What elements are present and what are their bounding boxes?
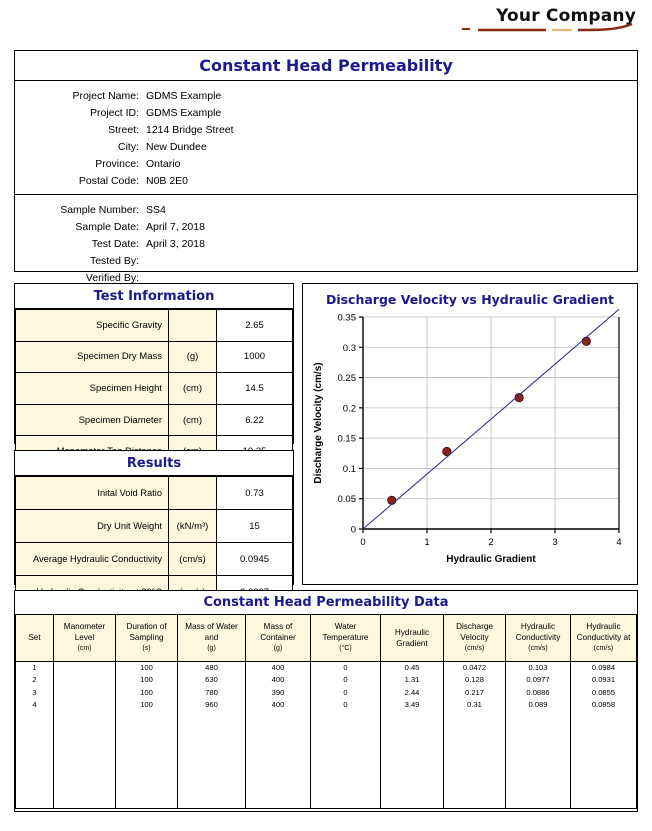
table-cell: 0.0886 — [506, 686, 571, 699]
table-cell: 100 — [116, 661, 178, 674]
x-axis-label: Hydraulic Gradient — [446, 554, 536, 565]
test-information-table — [15, 309, 293, 468]
table-cell: 630 — [178, 674, 246, 687]
col-header-unit: (cm/s) — [528, 645, 548, 653]
col-header-unit: (s) — [142, 645, 151, 653]
table-cell: 400 — [246, 674, 311, 687]
table-cell: 0.0855 — [571, 686, 637, 699]
table-cell: 0 — [311, 661, 381, 674]
table-cell: 400 — [246, 699, 311, 712]
report-header-box — [14, 50, 638, 284]
table-cell: 0.45 — [381, 661, 444, 674]
field-label: Sample Date: — [75, 220, 139, 233]
field-label: Tested By: — [89, 254, 139, 267]
data-table-title: Constant Head Permeability Data — [15, 591, 637, 615]
table-cell: 4 — [16, 699, 54, 712]
table-cell: 100 — [116, 686, 178, 699]
col-header-water-temperature — [311, 615, 381, 661]
row-unit: (cm/s) — [169, 543, 217, 576]
col-header-set — [16, 615, 54, 661]
row-unit — [169, 477, 217, 510]
table-cell: 960 — [178, 699, 246, 712]
row-unit: (cm) — [169, 404, 217, 436]
table-row — [16, 310, 293, 342]
table-cell — [571, 711, 637, 808]
table-cell — [116, 711, 178, 808]
y-tick-label: 0.3 — [342, 342, 356, 354]
table-cell: 2.44 — [381, 686, 444, 699]
results-box — [14, 450, 294, 585]
field-label: Verified By: — [85, 271, 139, 284]
row-label: Specimen Dry Mass — [16, 341, 169, 373]
col-header-mass-of-water-and — [178, 615, 246, 661]
x-tick-label: 1 — [424, 537, 430, 548]
table-row — [16, 686, 637, 699]
y-tick-label: 0.2 — [342, 403, 356, 415]
chart-box — [302, 283, 638, 585]
page-title: Constant Head Permeability — [15, 51, 637, 81]
table-cell — [54, 674, 116, 687]
col-header-unit: (cm) — [77, 645, 92, 653]
table-cell — [54, 711, 116, 808]
table-cell: 400 — [246, 661, 311, 674]
field-label: Street: — [108, 123, 139, 136]
field-value: SS4 — [146, 203, 166, 216]
row-label: Inital Void Ratio — [16, 477, 169, 510]
info-row — [15, 252, 637, 269]
table-cell: 480 — [178, 661, 246, 674]
x-tick-label: 3 — [552, 537, 558, 548]
col-header-name: Hydraulic Gradient — [394, 627, 430, 648]
field-value: April 3, 2018 — [146, 237, 205, 250]
table-cell: 0.31 — [444, 699, 506, 712]
table-cell: 0.217 — [444, 686, 506, 699]
table-cell: 0.0858 — [571, 699, 637, 712]
row-value: 14.5 — [217, 373, 293, 405]
row-value: 2.65 — [217, 310, 293, 342]
table-row — [16, 543, 293, 576]
table-cell: 0.0472 — [444, 661, 506, 674]
table-cell: 0.089 — [506, 699, 571, 712]
table-cell: 0 — [311, 686, 381, 699]
y-tick-label: 0 — [350, 524, 356, 536]
permeability-data-box — [14, 590, 638, 812]
row-label: Dry Unit Weight — [16, 510, 169, 543]
field-value: GDMS Example — [146, 89, 222, 102]
project-info-group — [15, 81, 637, 189]
field-label: Project ID: — [89, 106, 139, 119]
table-row — [16, 373, 293, 405]
col-header-hydraulic-gradient — [381, 615, 444, 661]
col-header-name: Mass of Container — [260, 622, 296, 643]
table-cell — [54, 661, 116, 674]
col-header-mass-of-container — [246, 615, 311, 661]
x-tick-label: 0 — [360, 537, 366, 548]
test-information-box — [14, 283, 294, 444]
y-tick-label: 0.05 — [337, 494, 356, 506]
table-cell: 0 — [311, 699, 381, 712]
table-cell: 100 — [116, 699, 178, 712]
table-cell: 780 — [178, 686, 246, 699]
table-cell: 0 — [311, 674, 381, 687]
results-title: Results — [15, 451, 293, 476]
table-cell: 100 — [116, 674, 178, 687]
table-filler-row — [16, 711, 637, 808]
table-cell — [311, 711, 381, 808]
table-cell: 2 — [16, 674, 54, 687]
info-row — [15, 155, 637, 172]
info-row — [15, 104, 637, 121]
col-header-manometer-level — [54, 615, 116, 661]
field-label: Test Date: — [91, 237, 139, 250]
table-cell: 3.49 — [381, 699, 444, 712]
col-header-duration-of-sampling — [116, 615, 178, 661]
test-information-title: Test Information — [15, 284, 293, 309]
col-header-hydraulic-conductivity — [506, 615, 571, 661]
table-cell: 0.0984 — [571, 661, 637, 674]
table-cell: 1.31 — [381, 674, 444, 687]
info-row — [15, 87, 637, 104]
col-header-name: Duration of Sampling — [126, 622, 167, 643]
row-value: 0.73 — [217, 477, 293, 510]
table-cell — [506, 711, 571, 808]
row-value: 6.22 — [217, 404, 293, 436]
table-row — [16, 404, 293, 436]
info-row — [15, 138, 637, 155]
field-label: Project Name: — [72, 89, 139, 102]
permeability-data-body — [16, 661, 637, 808]
row-unit: (g) — [169, 341, 217, 373]
table-cell: 0.128 — [444, 674, 506, 687]
table-cell — [444, 711, 506, 808]
col-header-unit: (cm/s) — [593, 645, 614, 653]
sample-info-group — [15, 195, 637, 286]
col-header-name: Hydraulic Conductivity at — [576, 622, 631, 643]
row-label: Average Hydraulic Conductivity — [16, 543, 169, 576]
col-header-discharge-velocity — [444, 615, 506, 661]
table-cell — [54, 686, 116, 699]
col-header-unit: (g) — [207, 645, 216, 653]
table-cell: 0.0931 — [571, 674, 637, 687]
x-tick-label: 2 — [488, 537, 494, 548]
x-tick-label: 4 — [616, 537, 622, 548]
col-header-unit: (g) — [273, 645, 283, 653]
table-cell — [54, 699, 116, 712]
table-cell — [381, 711, 444, 808]
chart-title: Discharge Velocity vs Hydraulic Gradient — [325, 292, 615, 307]
table-row — [16, 674, 637, 687]
col-header-unit: (°C) — [339, 645, 352, 653]
y-tick-label: 0.25 — [337, 373, 356, 385]
field-label: Postal Code: — [78, 174, 139, 187]
logo-swoosh-icon — [460, 26, 636, 35]
y-tick-label: 0.1 — [342, 463, 356, 475]
info-row — [15, 235, 637, 252]
table-row — [16, 477, 293, 510]
row-unit — [169, 310, 217, 342]
field-label: Sample Number: — [60, 203, 139, 216]
data-point — [582, 337, 590, 345]
row-unit: (cm) — [169, 373, 217, 405]
y-tick-label: 0.35 — [337, 312, 356, 324]
discharge-velocity-chart — [305, 307, 635, 579]
table-cell — [16, 711, 54, 808]
field-value: GDMS Example — [146, 106, 222, 119]
y-tick-label: 0.15 — [337, 433, 356, 445]
row-value: 0.0945 — [217, 543, 293, 576]
info-row — [15, 218, 637, 235]
row-value: 15 — [217, 510, 293, 543]
table-row — [16, 661, 637, 674]
permeability-data-table — [15, 615, 637, 809]
company-logo — [0, 6, 652, 40]
col-header-name: Discharge Velocity — [456, 622, 493, 643]
table-cell: 0.0977 — [506, 674, 571, 687]
field-value: New Dundee — [146, 140, 207, 153]
col-header-hydraulic-conductivity-at — [571, 615, 637, 661]
row-unit: (kN/m³) — [169, 510, 217, 543]
table-cell: 390 — [246, 686, 311, 699]
col-header-unit: (cm/s) — [464, 645, 485, 653]
col-header-name: Water Temperature — [322, 622, 369, 643]
info-row — [15, 172, 637, 189]
row-label: Specimen Height — [16, 373, 169, 405]
info-row — [15, 121, 637, 138]
field-value: April 7, 2018 — [146, 220, 205, 233]
table-cell — [178, 711, 246, 808]
field-label: City: — [118, 140, 139, 153]
col-header-name: Hydraulic Conductivity — [515, 622, 561, 643]
field-value: Ontario — [146, 157, 181, 170]
table-row — [16, 341, 293, 373]
row-label: Specimen Diameter — [16, 404, 169, 436]
field-value: 1214 Bridge Street — [146, 123, 234, 136]
data-point — [388, 496, 396, 504]
y-axis-label: Discharge Velocity (cm/s) — [313, 362, 324, 484]
col-header-name: Manometer Level — [63, 622, 106, 643]
table-cell: 3 — [16, 686, 54, 699]
field-label: Province: — [95, 157, 139, 170]
table-header-row — [16, 615, 637, 661]
col-header-name: Set — [28, 633, 41, 643]
row-label: Specific Gravity — [16, 310, 169, 342]
table-cell — [246, 711, 311, 808]
company-logo-text: Your Company — [496, 6, 636, 26]
col-header-name: Mass of Water and — [185, 622, 238, 643]
table-row — [16, 510, 293, 543]
info-row — [15, 201, 637, 218]
row-value: 1000 — [217, 341, 293, 373]
table-cell: 0.103 — [506, 661, 571, 674]
table-row — [16, 699, 637, 712]
field-value: N0B 2E0 — [146, 174, 189, 187]
table-cell: 1 — [16, 661, 54, 674]
